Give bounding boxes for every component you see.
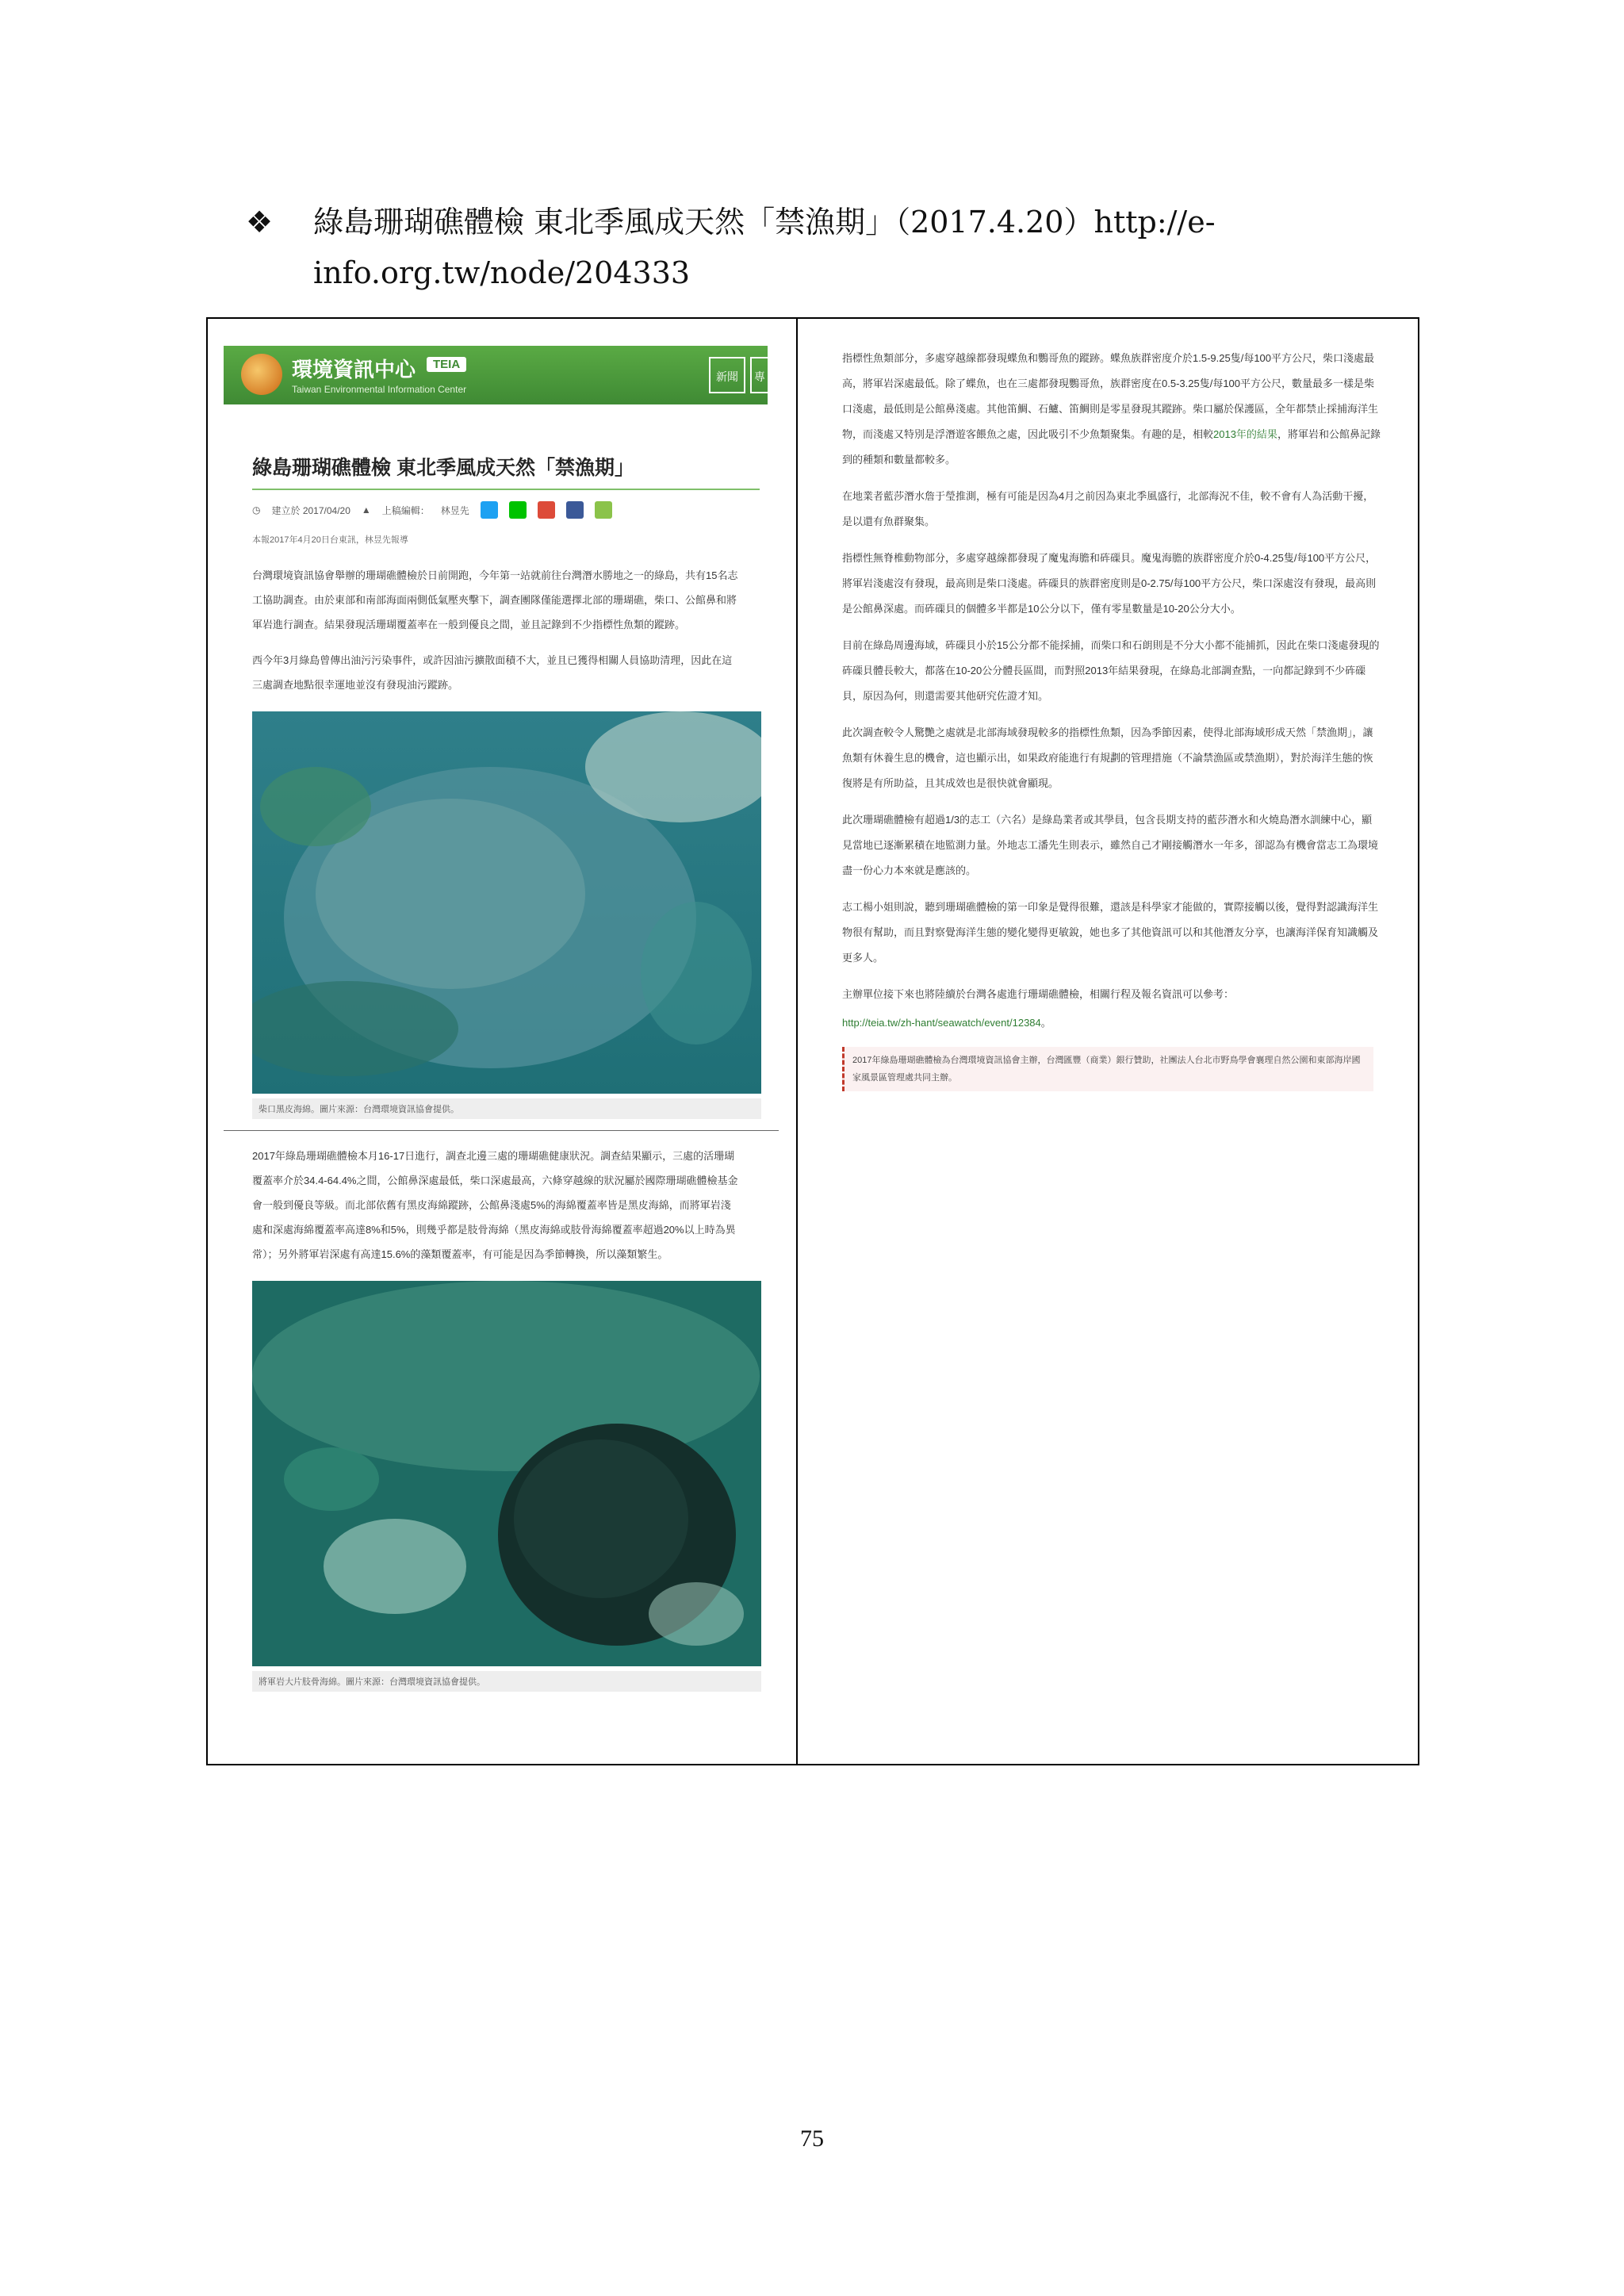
paragraph-text: ，將軍岩和公館鼻記錄到的種類和數量都較多。 bbox=[842, 428, 1381, 466]
screenshot-separator bbox=[224, 1130, 779, 1131]
article-paragraph: 此次珊瑚礁體檢有超過1/3的志工（六名）是綠島業者或其學員，包含長期支持的藍莎潛水和火燒島潛水訓練中心，顯見當地已逐漸累積在地監測力量。外地志工潘先生則表示，雖然自己才剛接觸潛水一年多，卻認為有機會當志工為環境盡一份心力本來就是應該的。 bbox=[842, 814, 1379, 876]
article-right-column bbox=[825, 346, 1388, 1091]
article-paragraph: 目前在綠島周邊海域，砗磲貝小於15公分都不能採捕，而柴口和石朗則是不分大小都不能捕抓，因此在柴口淺處發現的砗磲貝體長較大，都落在10-20公分體長區間，而對照2013年結果發現，在綠島北部調查點，一向都記錄到不少砗磲貝，原因為何，則還需要其他研究佐證才知。 bbox=[842, 639, 1380, 702]
article-title: 綠島珊瑚礁體檢 東北季風成天然「禁漁期」 bbox=[252, 457, 634, 479]
coral-photo-2 bbox=[252, 1281, 761, 1666]
reporter-line: 本報2017年4月20日台東訊，林昱先報導 bbox=[252, 535, 408, 545]
sponsor-note: 2017年綠島珊瑚礁體檢為台灣環境資訊協會主辦，台灣匯豐（商業）銀行贊助，社團法人台北市野鳥學會襄理自然公園和東部海岸國家風景區管理處共同主辦。 bbox=[842, 1047, 1373, 1091]
teia-badge: TEIA bbox=[427, 357, 466, 372]
article-meta bbox=[252, 501, 768, 519]
article-paragraph: 台灣環境資訊協會舉辦的珊瑚礁體檢於日前開跑，今年第一站就前往台灣潛水勝地之一的綠島，共有15名志工協助調查。由於東部和南部海面兩側低氣壓夾擊下，調查團隊僅能選擇北部的珊瑚礁，柴口、公館鼻和將軍岩進行調查。結果發現活珊瑚覆蓋率在一般到優良之間，並且記錄到不少指標性魚類的蹤跡。 bbox=[252, 569, 738, 631]
nav-more-button[interactable]: 專 bbox=[750, 357, 768, 393]
line-share-icon[interactable] bbox=[509, 501, 527, 519]
event-link[interactable]: http://teia.tw/zh-hant/seawatch/event/12384 bbox=[842, 1017, 1041, 1029]
author-label: 上稿編輯： bbox=[381, 504, 430, 516]
author-name: 林昱先 bbox=[440, 504, 469, 516]
site-subtitle: Taiwan Environmental Information Center bbox=[292, 384, 467, 395]
title-underline bbox=[252, 489, 760, 490]
brain-coral-image bbox=[252, 1281, 761, 1666]
article-paragraph: 主辦單位接下來也將陸續於台灣各處進行珊瑚礁體檢，相關行程及報名資訊可以參考： bbox=[842, 988, 1235, 1000]
inline-link[interactable]: 2013年的結果 bbox=[1213, 428, 1277, 440]
nav-news-button[interactable]: 新聞 bbox=[709, 357, 745, 393]
photo-caption: 將軍岩大片肢骨海綿。圖片來源：台灣環境資訊協會提供。 bbox=[252, 1671, 761, 1692]
page-number: 75 bbox=[800, 2125, 824, 2152]
paragraph-text: 指標性魚類部分，多處穿越線都發現蝶魚和鸚哥魚的蹤跡。蝶魚族群密度介於1.5-9.25隻/每100平方公尺，柴口淺處最高，將軍岩深處最低。除了蝶魚，也在三處都發現鸚哥魚，族群密度在0.5-3.25隻/每100平方公尺，數量最多一樣是柴口淺處，最低則是公館鼻淺處。其他笛鯛、石鱸、笛鯛則是零星發現其蹤跡。柴口屬於保護區，全年都禁止採捕海洋生物，而淺處又特別是浮潛遊客餵魚之處，因此吸引不少魚類聚集。有趣的是，相較 bbox=[842, 352, 1379, 440]
article-paragraph: 指標性無脊椎動物部分，多處穿越線都發現了魔鬼海膽和砗磲貝。魔鬼海膽的族群密度介於0-4.25隻/每100平方公尺，將軍岩淺處沒有發現，最高則是柴口淺處。砗磲貝的族群密度則是0-2.75/每100平方公尺，柴口深處沒有發現，最高則是公館鼻深處。而砗磲貝的個體多半都是10公分以下，僅有零星數量是10-20公分大小。 bbox=[842, 552, 1377, 615]
article-paragraph: 此次調查較令人驚艷之處就是北部海域發現較多的指標性魚類，因為季節因素，使得北部海域形成天然「禁漁期」，讓魚類有休養生息的機會，這也顯示出，如果政府能進行有規劃的管理措施（不論禁漁區或禁漁期），對於海洋生態的恢復將是有所助益，且其成效也是很快就會顯現。 bbox=[842, 726, 1373, 789]
event-link-line bbox=[842, 1010, 1381, 1036]
article-paragraph: 志工楊小姐則說，聽到珊瑚礁體檢的第一印象是覺得很難，還該是科學家才能做的，實際接觸以後，覺得對認識海洋生物很有幫助，而且對察覺海洋生態的變化變得更敏銳，她也多了其他資訊可以和其他潛友分享，也讓海洋保育知識觸及更多人。 bbox=[842, 901, 1379, 964]
site-header bbox=[224, 346, 768, 404]
site-name[interactable]: 環境資訊中心 bbox=[292, 358, 416, 382]
site-logo[interactable] bbox=[241, 354, 282, 395]
photo-caption: 柴口黑皮海綿。圖片來源：台灣環境資訊協會提供。 bbox=[252, 1098, 761, 1119]
article-paragraph: 西今年3月綠島曾傳出油污污染事件，或許因油污擴散面積不大，並且已獲得相關人員協助清理，因此在這三處調查地點很幸運地並沒有發現油污蹤跡。 bbox=[252, 654, 733, 691]
article-date: 建立於 2017/04/20 bbox=[271, 504, 350, 516]
facebook-share-icon[interactable] bbox=[566, 501, 584, 519]
coral-photo-1 bbox=[252, 711, 761, 1094]
frame-divider bbox=[796, 317, 798, 1765]
heading-text: 綠島珊瑚礁體檢 東北季風成天然「禁漁期」（2017.4.20）http://e-info.org.tw/node/204333 bbox=[313, 205, 1216, 290]
article-paragraph: 在地業者藍莎潛水詹于瑩推測，極有可能是因為4月之前因為東北季風盛行，北部海況不佳，較不會有人為活動干擾，是以還有魚群聚集。 bbox=[842, 490, 1374, 527]
link-suffix: 。 bbox=[1040, 1017, 1051, 1029]
article-left-column bbox=[224, 346, 768, 1692]
article-paragraph: 2017年綠島珊瑚礁體檢本月16-17日進行，調查北邊三處的珊瑚礁健康狀況。調查結果顯示，三處的活珊瑚覆蓋率介於34.4-64.4%之間，公館鼻深處最低，柴口深處最高，六條穿越線的狀況屬於國際珊瑚礁體檢基金會一般到優良等級。而北部依舊有黑皮海綿蹤跡，公館鼻淺處5%的海綿覆蓋率皆是黑皮海綿，而將軍岩淺處和深處海綿覆蓋率高達8%和5%，則幾乎都是肢骨海綿（黑皮海綿或肢骨海綿覆蓋率超過20%以上時為異常）；另外將軍岩深處有高達15.6%的藻類覆蓋率，有可能是因為季節轉換，所以藻類繁生。 bbox=[252, 1150, 738, 1260]
twitter-share-icon[interactable] bbox=[481, 501, 498, 519]
user-icon: ▲ bbox=[361, 504, 371, 516]
article-paragraph bbox=[842, 346, 1381, 473]
diamond-bullet-icon: ❖ bbox=[246, 205, 274, 240]
print-share-icon[interactable] bbox=[595, 501, 612, 519]
sponge-reef-image bbox=[252, 711, 761, 1094]
clock-icon: ◷ bbox=[252, 504, 261, 516]
google-plus-share-icon[interactable] bbox=[538, 501, 555, 519]
